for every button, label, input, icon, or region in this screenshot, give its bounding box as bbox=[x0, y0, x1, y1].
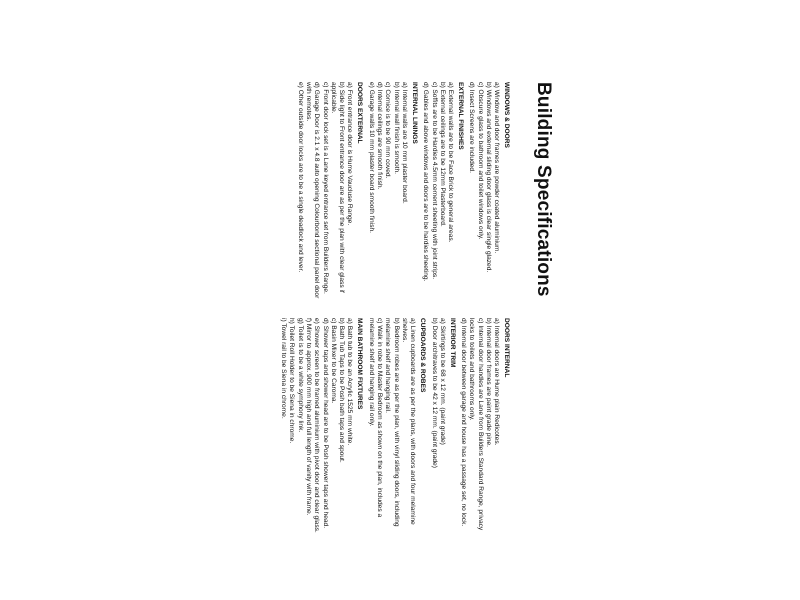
left-column bbox=[292, 82, 510, 310]
spec-item: d) Internal ceilings are smooth finish. bbox=[376, 82, 384, 190]
section-doors-internal bbox=[459, 318, 510, 546]
section-heading: EXTERNAL FINISHES bbox=[456, 82, 464, 150]
spec-item: b) Bath Tub Taps to be Posh bath taps and spout. bbox=[338, 318, 346, 463]
spec-item: b) Windows and external sliding door glass is clear single glazed. bbox=[485, 82, 493, 273]
spec-item: d) Garage Door is 2.1 x 4.8 auto opening Colourbond sectional panel door with remotes. bbox=[305, 82, 321, 299]
spec-item: e) Other outside door locks are to be a single deadlock and lever. bbox=[296, 82, 304, 273]
section-main-bathroom-fixtures bbox=[279, 318, 363, 546]
spec-item: g) Toilet is to be a white symphony link. bbox=[296, 318, 304, 433]
spec-item: a) External walls are to be Face Brick to general areas. bbox=[447, 82, 455, 243]
spec-item: h) Toilet Roll Holder to be Siena in chrome. bbox=[288, 318, 296, 444]
page-title: Building Specifications bbox=[533, 82, 554, 297]
section-doors-external bbox=[295, 82, 363, 310]
spec-item: c) Cornice is to be 90 mm coved. bbox=[384, 82, 392, 179]
spec-item: i) Towel rail to be Siena in chrome. bbox=[280, 318, 288, 419]
spec-item: c) Internal door handles are Lane from Builders Standard Range, privacy locks to toilets and bathrooms only. bbox=[468, 318, 484, 531]
spec-item: a) Internal walls are 10 mm plaster board. bbox=[400, 82, 408, 204]
spec-item: a) Front entrance door is Hume Vaucluse Range. bbox=[346, 82, 354, 226]
spec-item: e) Shower screen to be framed aluminium with pivot door and clear glass. bbox=[313, 318, 321, 533]
section-heading: MAIN BATHROOM FIXTURES bbox=[356, 318, 364, 410]
section-external-finishes bbox=[421, 82, 464, 310]
spec-item: a) Window and door frames are powder coated aluminium. bbox=[493, 82, 501, 254]
section-internal-linings bbox=[366, 82, 417, 310]
section-heading: INTERIOR TRIM bbox=[448, 318, 456, 368]
spec-item: a) Skirtings to be 68 x 12 mm. (paint grade) bbox=[438, 318, 446, 445]
section-windows-doors bbox=[467, 82, 510, 310]
spec-item: a) Linen cupboards are as per the plans, with doors and four melamine shelves. bbox=[400, 318, 417, 525]
spec-item: d) Insect Screens are included. bbox=[468, 82, 476, 173]
section-heading: INTERNAL LININGS bbox=[410, 82, 418, 144]
spec-item: c) Front door lock set is a Lane keyed entrance set from Builders Range. bbox=[321, 82, 329, 294]
section-heading: DOORS INTERNAL bbox=[503, 318, 510, 378]
spec-item: c) Soffits are to be Hardies 4.5mm cement sheeting with joint strips. bbox=[430, 82, 438, 280]
section-heading: WINDOWS & DOORS bbox=[503, 82, 510, 148]
section-heading: CUPBOARDS & ROBES bbox=[418, 318, 426, 393]
spec-item: d) Shower taps and shower head are to be Posh shower taps and head. bbox=[321, 318, 329, 529]
spec-item: b) External ceilings are to be 12mm Plasterboard. bbox=[438, 82, 446, 227]
spec-item: d) Gables and above windows and doors are to be hardies sheeting. bbox=[422, 82, 430, 282]
spec-item: d) Internal door between garage and house has a passage set, no lock. bbox=[460, 318, 468, 527]
spec-item: c) Walk in robe to Master Bedroom as shown on the plan, includes a melamine shelf and hanging rail only. bbox=[367, 318, 384, 518]
spec-item: a) Bath tub to be an Acrylic 1525 mm white. bbox=[346, 318, 354, 446]
section-interior-trim bbox=[429, 318, 455, 546]
spec-item: f) Mirror to approx. 900 mm high and full length of vanity with frame. bbox=[305, 318, 313, 516]
spec-item: e) Garage walls 10 mm plaster board smooth finish. bbox=[367, 82, 375, 233]
spec-item: a) Internal doors are Hume plain Redicotes. bbox=[493, 318, 501, 446]
specification-page bbox=[224, 72, 554, 532]
spec-item: c) Basin Mixer to be Caroma. bbox=[329, 318, 337, 404]
spec-item: b) Bedroom robes are as per the plan, with vinyl sliding doors, including melamine shelf and hanging rail. bbox=[384, 318, 400, 527]
spec-item: b) Internal door frames are paint grade pine. bbox=[485, 318, 493, 448]
section-cupboards-robes bbox=[366, 318, 425, 546]
section-heading: DOORS EXTERNAL bbox=[356, 82, 364, 144]
spec-item: b) Side light to Front entrance door are as per the plan with clear glass if applicable. bbox=[329, 82, 346, 293]
spec-item: b) Door architraves to be 42 x 12 mm. (paint grade) bbox=[430, 318, 438, 468]
spec-item: c) Obscure glass to bathroom and toilet windows only. bbox=[476, 82, 484, 240]
right-column bbox=[276, 318, 510, 546]
spec-item: b) Internal wall finish is smooth. bbox=[392, 82, 400, 174]
